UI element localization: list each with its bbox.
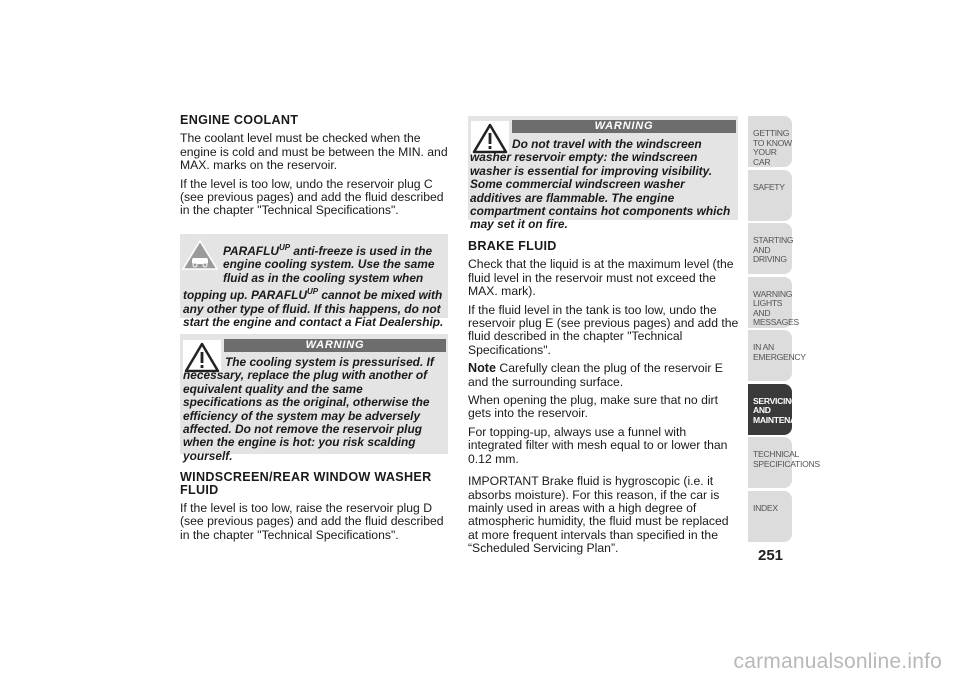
paraflu-a: PARAFLU bbox=[223, 243, 279, 258]
tab-in-an-emergency[interactable]: IN AN EMERGENCY bbox=[748, 330, 792, 381]
cooling-warning-text: The cooling system is pressurised. If necessary, replace the plug with another of equivalent quality and the same specifications as the original, otherwise the efficiency of the system may be adversely affected. Do not remove the reservoir plug when the engine is hot: you risk scalding yourself. bbox=[183, 355, 434, 463]
coolant-paragraph-1: The coolant level must be checked when the engine is cold and must be between the MIN. and MAX. marks on the reservoir. bbox=[180, 131, 448, 173]
tab-technical-specifications[interactable]: TECHNICAL SPECIFICATIONS bbox=[748, 437, 792, 488]
brake-paragraph-4: For topping-up, always use a funnel with integrated filter with mesh equal to or lower than 0.12 mm. bbox=[468, 424, 728, 466]
paraflu-sup-2: UP bbox=[306, 287, 319, 297]
tab-index[interactable]: INDEX bbox=[748, 491, 792, 542]
paraflu-sup: UP bbox=[278, 243, 291, 252]
tab-servicing-and-maintenance[interactable]: SERVICING AND MAINTENANCE bbox=[748, 384, 792, 435]
brake-note bbox=[468, 362, 740, 389]
left-column bbox=[180, 114, 452, 223]
paraflu-b: anti-freeze is used in the engine cooling system. Use the same fluid as in the cooling system when topping up. PARAFLU bbox=[183, 243, 435, 303]
washer-heading: WINDSCREEN/REAR WINDOW WASHER FLUID bbox=[180, 470, 432, 497]
coolant-heading: ENGINE COOLANT bbox=[180, 113, 299, 127]
watermark: carmanualsonline.info bbox=[733, 650, 942, 673]
note-text: Carefully clean the plug of the reservoir E and the surrounding surface. bbox=[468, 361, 723, 389]
note-label: Note bbox=[468, 361, 496, 376]
tab-starting-and-driving[interactable]: STARTING AND DRIVING bbox=[748, 223, 792, 274]
washer-warning-label: WARNING bbox=[512, 120, 736, 133]
paraflu-note-text bbox=[183, 241, 445, 329]
washer-warning-text: Do not travel with the windscreen washer reservoir empty: the windscreen washer is essential for improving visibility. Some commercial windscreen washer additives are flammable. The engine compartment contains hot components which may set it on fire. bbox=[470, 137, 731, 232]
brake-heading: BRAKE FLUID bbox=[468, 239, 557, 253]
page-number: 251 bbox=[758, 547, 784, 564]
brake-paragraph-2: If the fluid level in the tank is too low, undo the reservoir plug E (see previous pages) and add the fluid described in the chapter "Technical Specifications". bbox=[468, 302, 739, 357]
brake-paragraph-3: When opening the plug, make sure that no dirt gets into the reservoir. bbox=[468, 393, 718, 421]
brake-paragraph-1: Check that the liquid is at the maximum level (the fluid level in the reservoir must not exceed the MAX. mark). bbox=[468, 257, 734, 299]
cooling-warning-label: WARNING bbox=[224, 339, 446, 352]
tab-safety[interactable]: SAFETY bbox=[748, 170, 792, 221]
tab-getting-to-know-your-car[interactable]: GETTING TO KNOW YOUR CAR bbox=[748, 116, 792, 167]
washer-section bbox=[180, 471, 452, 547]
paraflu-c: cannot be mixed with any other type of fluid. If this happens, do not start the engine and contact a Fiat Dealership. bbox=[183, 288, 444, 329]
tab-warning-lights-and-messages[interactable]: WARNING LIGHTS AND MESSAGES bbox=[748, 277, 792, 328]
washer-paragraph: If the level is too low, raise the reservoir plug D (see previous pages) and add the fluid described in the chapter "Technical Specifications". bbox=[180, 501, 444, 542]
brake-paragraph-5: IMPORTANT Brake fluid is hygroscopic (i.e. it absorbs moisture). For this reason, if the car is mainly used in areas with a high degree of atmospheric humidity, the fluid must be replaced at more frequent intervals than specified in the “Scheduled Servicing Plan”. bbox=[468, 474, 729, 556]
coolant-paragraph-2: If the level is too low, undo the reservoir plug C (see previous pages) and add the fluid described in the chapter "Technical Specifications". bbox=[180, 176, 444, 218]
right-column bbox=[468, 240, 740, 561]
